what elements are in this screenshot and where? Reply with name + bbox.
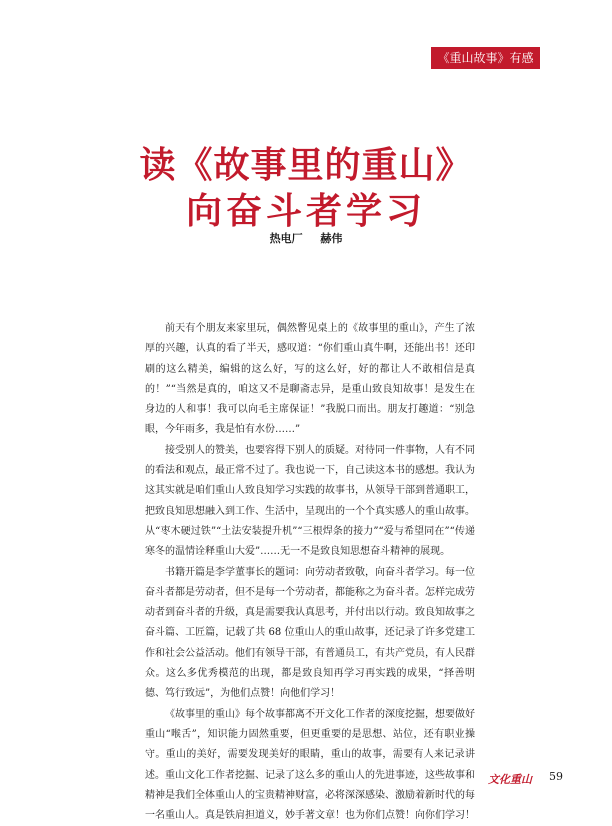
article-body (145, 319, 475, 826)
page-number: 59 (549, 770, 563, 783)
article-title-line1: 读《故事里的重山》 (139, 145, 473, 186)
paragraph-2: 接受别人的赞美，也要容得下别人的质疑。对待同一件事物，人有不同的看法和观点，最正常不过了。我也说一下，自己读这本书的感想。我认为这其实就是咱们重山人致良知学习实践的故事书，从领导干部到普通职工，把致良知思想融入到工作、生活中，呈现出的一个个真实感人的重山故事。从“枣木硬过铁”“土法安装提升机”“三根焊条的接力”“爱与希望同在”“传递寒冬的温情诠释重山大爱”……无一不是致良知思想奋斗精神的展现。 (145, 444, 475, 558)
paragraph-1: 前天有个朋友来家里玩，偶然瞥见桌上的《故事里的重山》，产生了浓厚的兴趣，认真的看了半天，感叹道：“你们重山真牛啊，还能出书！还印刷的这么精美，编辑的这么好，写的这么好，好的都让人不敢相信是真的！”“当然是真的，咱这又不是聊斋志异，是重山致良知故事！是发生在身边的人和事！我可以向毛主席保证！”我脱口而出。朋友打趣道：“别急眼，今年雨多，我是怕有水份……” (145, 323, 475, 436)
article-title-line2: 向奋斗者学习 (185, 191, 426, 232)
paragraph-4: 《故事里的重山》每个故事都离不开文化工作者的深度挖掘，想要做好重山“喉舌”，知识能力固然重要，但更重要的是思想、站位，还有职业操守。重山的美好，需要发现美好的眼睛，重山的故事，需要有人来记录讲述。重山文化工作者挖掘、记录了这么多的重山人的先进事迹，这些故事和精神是我们全体重山人的宝贵精神财富，必将深深感染、激励着新时代的每一名重山人。真是铁肩担道义，妙手著文章！也为你们点赞！向你们学习！ (145, 708, 475, 822)
magazine-logo: 文化重山 (488, 773, 532, 786)
section-tag: 《重山故事》有感 (431, 47, 540, 69)
paragraph-3: 书籍开篇是李学董事长的题词：向劳动者致敬，向奋斗者学习。每一位奋斗者都是劳动者，但不是每一个劳动者，都能称之为奋斗者。怎样完成劳动者到奋斗者的升级，真是需要我认真思考，并付出以行动。致良知故事之奋斗篇、工匠篇，记载了共 68 位重山人的重山故事，还记录了许多党建工作和社会公益活动。他们有领导干部，有普通员工，有共产党员，有人民群众。这么多优秀模范的出现，都是致良知再学习再实践的成果，“择善明德、笃行致远”，为他们点赞！向他们学习！ (145, 566, 475, 700)
author-byline: 热电厂 赫伟 (269, 232, 343, 245)
